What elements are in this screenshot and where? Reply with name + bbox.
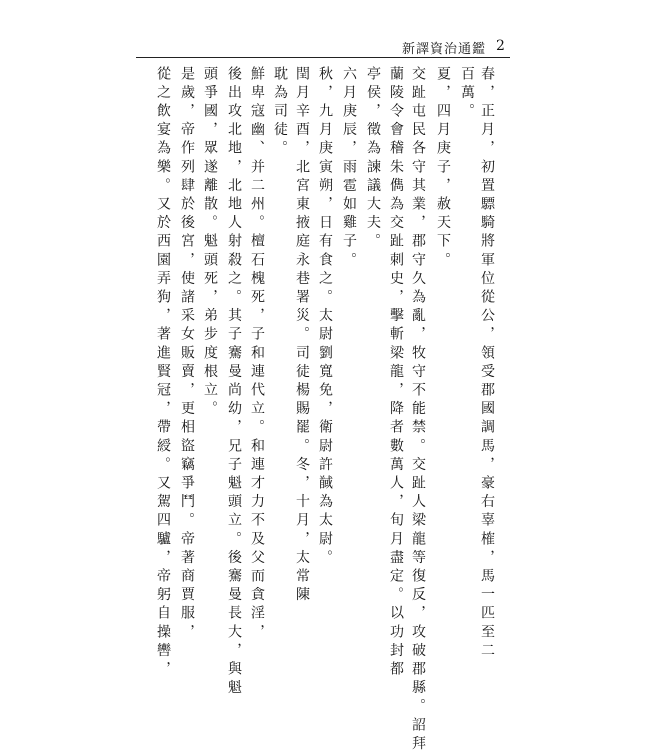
text-column: 閏月辛酉，北宮東掖庭永巷署災。司徒楊賜罷。冬，十月，太常陳: [294, 66, 310, 606]
text-column: 頭爭國，眾遂離散。魁頭死，弟步度根立。: [202, 66, 218, 420]
text-column: 夏，四月庚子，赦天下。: [435, 66, 451, 271]
header-rule: [136, 57, 510, 58]
text-column: 是歲，帝作列肆於後宮，使諸采女販賣，更相盜竊爭鬥。帝著商賈服，: [179, 66, 195, 643]
text-column: 蘭陵令會稽朱儁為交趾刺史，擊斬梁龍，降者數萬人，旬月盡定。以功封都: [388, 66, 404, 680]
text-column: 秋，九月庚寅朔，日有食之。太尉劉寬免，衛尉許馘為太尉。: [317, 66, 333, 569]
text-column: 亭侯，徵為諫議大夫。: [365, 66, 381, 252]
text-column: 從之飲宴為樂。又於西園弄狗，著進賢冠，帶綬。又駕四驢，帝躬自操轡，: [155, 66, 171, 680]
text-column: 春，正月，初置驃騎將軍位從公，領受郡國調馬，豪右辜榷，馬一匹至二: [479, 66, 495, 662]
text-column: 耽為司徒。: [272, 66, 288, 159]
text-column: 鮮卑寇幽、并二州。檀石槐死，子和連代立。和連才力不及父而貪淫，: [249, 66, 265, 643]
text-column: 交趾屯民各守其業，郡守久為亂，牧守不能禁。交趾人梁龍等復反，攻破郡縣。詔拜: [410, 66, 426, 754]
text-column: 六月庚辰，雨雹如雞子。: [341, 66, 357, 271]
text-column: 後出攻北地，北地人射殺之。其子騫曼尚幼，兄子魁頭立。後騫曼長大，與魁: [226, 66, 242, 699]
text-column: 百萬。: [459, 66, 475, 122]
running-header-title: 新譯資治通鑑: [402, 42, 487, 57]
page-number: 2: [496, 38, 505, 54]
